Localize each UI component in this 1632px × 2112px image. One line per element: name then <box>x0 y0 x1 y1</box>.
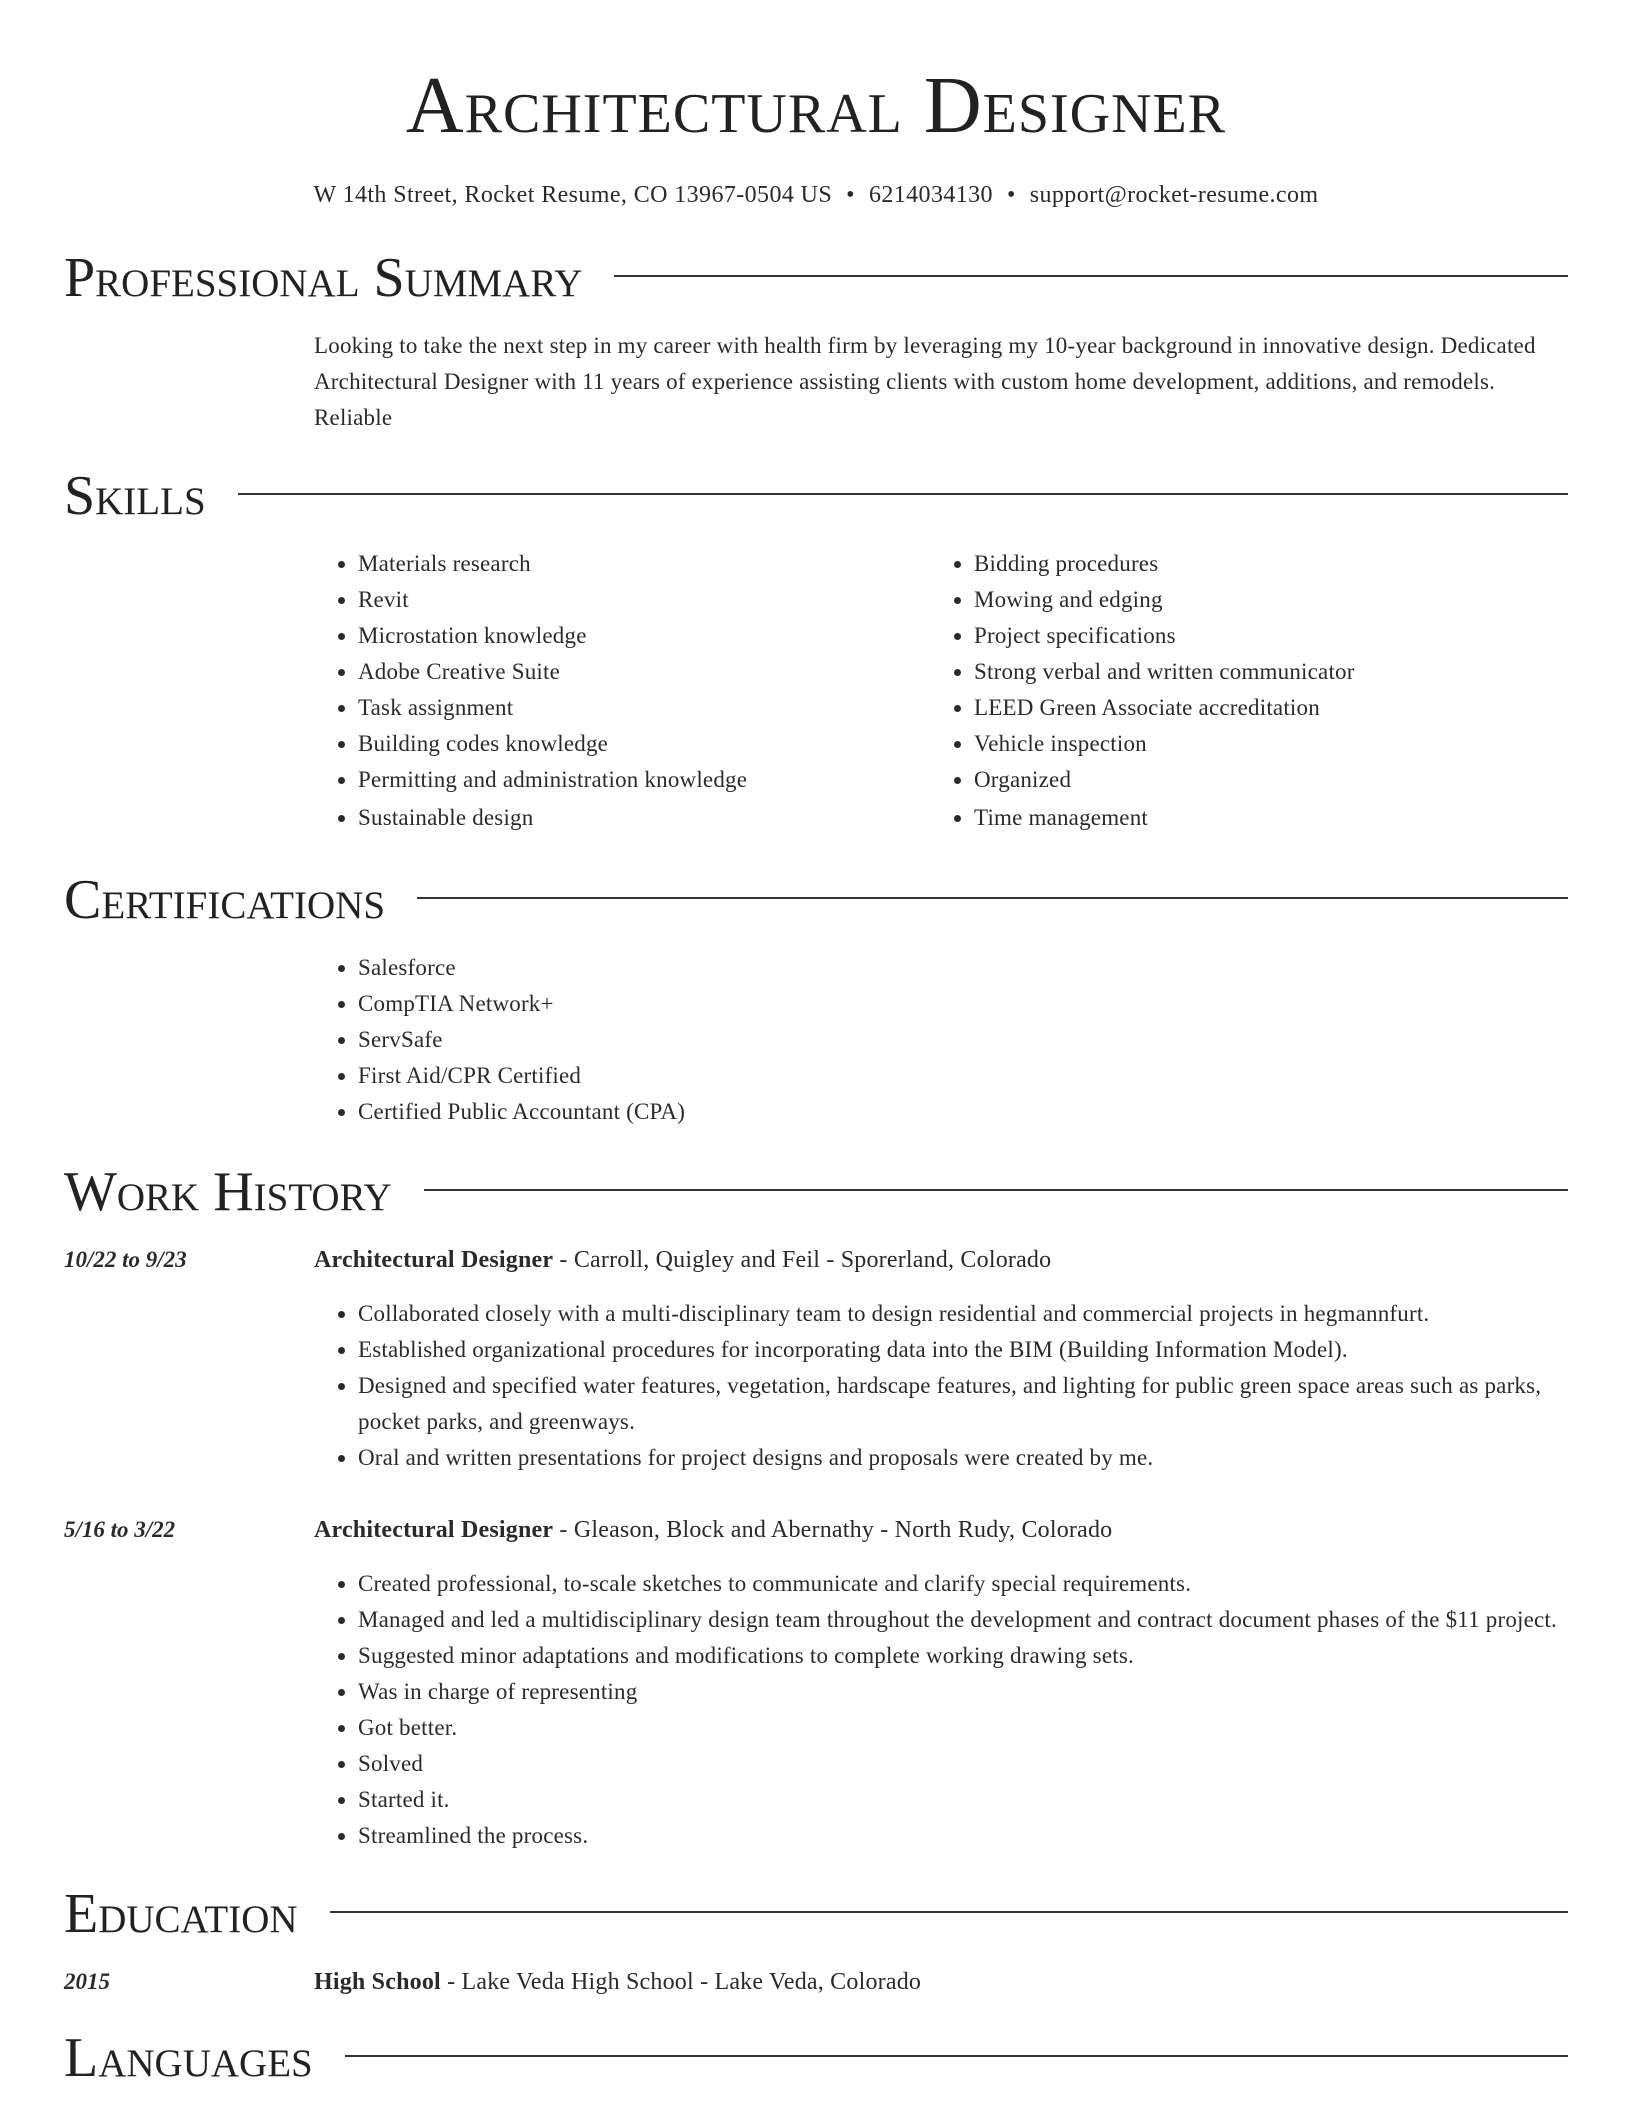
section-work-header <box>64 1162 1568 1222</box>
school: - Lake Veda High School - Lake Veda, Colorado <box>440 1969 922 1995</box>
job-title: Architectural Designer <box>314 1247 554 1273</box>
skills-list <box>930 546 1546 836</box>
summary-text: Looking to take the next step in my career with health firm by leveraging my 10-year background in innovative design. Dedicated Architectural Designer with 11 years of experience assisting clients with custom home development, additions, and remodels. Reliable <box>314 333 1536 430</box>
job-dates: 10/22 to 9/23 <box>64 1247 187 1272</box>
section-divider <box>424 1189 1568 1191</box>
list-item: • Adobe Creative Suite <box>358 654 930 690</box>
section-divider <box>345 2055 1568 2057</box>
list-item: • ServSafe <box>358 1022 1568 1058</box>
phone: 6214034130 <box>868 182 993 208</box>
job-body <box>314 1512 1568 1854</box>
education-year: 2015 <box>64 1969 110 1994</box>
section-divider <box>330 1911 1568 1913</box>
list-item: • Designed and specified water features, vegetation, hardscape features, and lighting for public green space areas such as parks, pocket parks, and greenways. <box>358 1368 1568 1440</box>
contact-line <box>64 180 1568 210</box>
section-title: Skills <box>64 465 206 527</box>
degree: High School <box>314 1969 441 1995</box>
education-detail <box>314 1964 921 2000</box>
candidate-name: Architectural Designer <box>405 62 1227 150</box>
list-item: • Bidding procedures <box>974 546 1546 582</box>
skills-grid <box>314 546 1568 836</box>
list-item: • Oral and written presentations for project designs and proposals were created by me. <box>358 1440 1568 1476</box>
list-item: • First Aid/CPR Certified <box>358 1058 1568 1094</box>
address: W 14th Street, Rocket Resume, CO 13967-0504 US <box>313 182 833 208</box>
section-skills-header <box>64 466 1568 526</box>
section-title: Work History <box>64 1161 392 1223</box>
list-item: • Revit <box>358 582 930 618</box>
skills-list <box>314 546 930 836</box>
education-entry <box>64 1964 1568 2000</box>
skills-column-left <box>314 546 930 836</box>
list-item: • Solved <box>358 1746 1568 1782</box>
job-title-line <box>314 1512 1568 1548</box>
list-item: • Got better. <box>358 1710 1568 1746</box>
contact-separator: • <box>846 182 855 208</box>
list-item: • Permitting and administration knowledge <box>358 762 930 798</box>
job-company: - Carroll, Quigley and Feil - Sporerland, Colorado <box>553 1247 1052 1273</box>
job-bullets <box>314 1296 1568 1476</box>
section-title: Professional Summary <box>64 247 583 309</box>
section-education-header <box>64 1884 1568 1944</box>
work-history <box>64 1242 1568 1854</box>
list-item: • Materials research <box>358 546 930 582</box>
section-certifications-header <box>64 870 1568 930</box>
list-item: • Project specifications <box>974 618 1546 654</box>
list-item: • CompTIA Network+ <box>358 986 1568 1022</box>
section-divider <box>238 493 1568 495</box>
list-item: • Strong verbal and written communicator <box>974 654 1546 690</box>
list-item: • Was in charge of representing <box>358 1674 1568 1710</box>
list-item: • Vehicle inspection <box>974 726 1546 762</box>
section-summary-header <box>64 248 1568 308</box>
list-item: • Task assignment <box>358 690 930 726</box>
list-item: • Building codes knowledge <box>358 726 930 762</box>
job-entry <box>64 1242 1568 1476</box>
resume-page <box>64 0 1568 2088</box>
job-dates: 5/16 to 3/22 <box>64 1517 176 1542</box>
list-item: • Collaborated closely with a multi-disciplinary team to design residential and commercial projects in hegmannfurt. <box>358 1296 1568 1332</box>
list-item: • Streamlined the process. <box>358 1818 1568 1854</box>
certifications <box>314 950 1568 1130</box>
section-divider <box>417 897 1568 899</box>
section-title: Certifications <box>64 869 386 931</box>
contact-separator: • <box>1006 182 1016 208</box>
list-item: • Organized <box>974 762 1546 798</box>
list-item: • Certified Public Accountant (CPA) <box>358 1094 1568 1130</box>
certifications-list <box>314 950 1568 1130</box>
list-item: • Managed and led a multidisciplinary design team throughout the development and contract document phases of the $11 project. <box>358 1602 1568 1638</box>
list-item: • Suggested minor adaptations and modifications to complete working drawing sets. <box>358 1638 1568 1674</box>
job-bullets <box>314 1566 1568 1854</box>
list-item: • Time management <box>974 800 1546 836</box>
list-item: • LEED Green Associate accreditation <box>974 690 1546 726</box>
section-languages-header <box>64 2028 1568 2088</box>
job-entry <box>64 1512 1568 1854</box>
list-item: • Sustainable design <box>358 800 930 836</box>
job-title: Architectural Designer <box>314 1517 554 1543</box>
list-item: • Microstation knowledge <box>358 618 930 654</box>
section-divider <box>614 275 1568 277</box>
list-item: • Created professional, to-scale sketches to communicate and clarify special requirements. <box>358 1566 1568 1602</box>
section-title: Languages <box>64 2027 313 2089</box>
job-body <box>314 1242 1568 1476</box>
skills-column-right <box>930 546 1546 836</box>
list-item: • Mowing and edging <box>974 582 1546 618</box>
email[interactable]: support@rocket-resume.com <box>1029 182 1319 208</box>
job-company: - Gleason, Block and Abernathy - North Rudy, Colorado <box>553 1517 1113 1543</box>
job-title-line <box>314 1242 1568 1278</box>
list-item: • Established organizational procedures for incorporating data into the BIM (Building Information Model). <box>358 1332 1568 1368</box>
list-item: • Salesforce <box>358 950 1568 986</box>
section-title: Education <box>64 1883 298 1945</box>
list-item: • Started it. <box>358 1782 1568 1818</box>
